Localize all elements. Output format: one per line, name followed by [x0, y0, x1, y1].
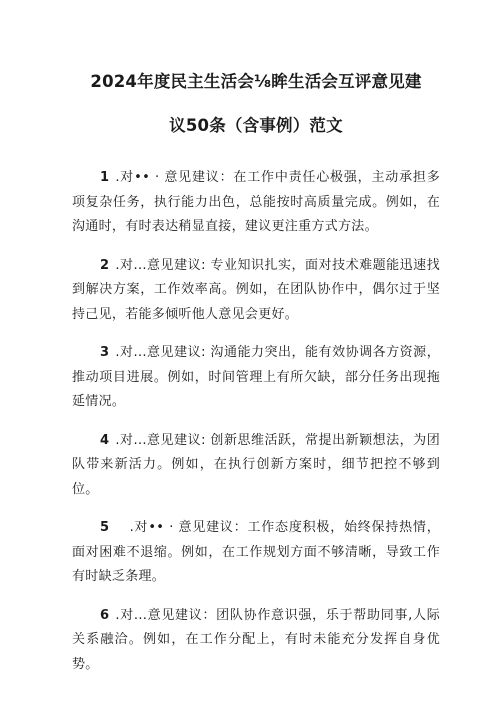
opinion-item-1: [72, 166, 440, 240]
item-text: .对...意见建议: 专业知识扎实，面对技术难题能迅速找到解决方案，工作效率高。例如，在团队协作中，偶尔过于坚持己见，若能多倾听他人意见会更好。: [72, 257, 440, 322]
item-number: 3: [100, 345, 110, 360]
opinion-item-5: [72, 516, 440, 590]
item-number: 4: [100, 432, 110, 448]
opinion-item-2: [72, 254, 440, 328]
item-number: 1: [100, 170, 110, 185]
item-number: 5: [100, 520, 110, 535]
opinion-list: [72, 166, 440, 677]
title-line-1: 2024年度民主生活会⅛眸生活会互评意见建: [90, 72, 422, 91]
opinion-item-4: [72, 429, 440, 503]
item-number: 2: [100, 257, 110, 273]
opinion-item-6: [72, 604, 440, 678]
item-text: .对...意见建议：团队协作意识强，乐于帮助同事,人际关系融洽。例如，在工作分配上，有时未能充分发挥自身优势。: [72, 607, 440, 672]
item-text: .对...意见建议: 创新思维活跃，常提出新颖想法，为团队带来新活力。例如，在执行创新方案时，细节把控不够到位。: [72, 432, 440, 497]
item-text: .对...意见建议: 沟通能力突出，能有效协调各方资源，推动项目进展。例如，时间管理上有所欠缺，部分任务出现拖延情况。: [72, 345, 440, 409]
item-number: 6: [100, 607, 110, 623]
opinion-item-3: [72, 341, 440, 415]
item-text: .对•• · 意见建议：在工作中责任心极强，主动承担多项复杂任务，执行能力出色，总能按时高质量完成。例如，在沟通时，有时表达稍显直接，建议更注重方式方法。: [72, 170, 440, 234]
item-text: .对•• · 意见建议：工作态度积极，始终保持热情，面对困难不退缩。例如，在工作规划方面不够清晰，导致工作有时缺乏条理。: [72, 520, 440, 584]
document-title: [72, 0, 440, 146]
title-line-2: 议50条（含事例）范文: [169, 116, 343, 135]
